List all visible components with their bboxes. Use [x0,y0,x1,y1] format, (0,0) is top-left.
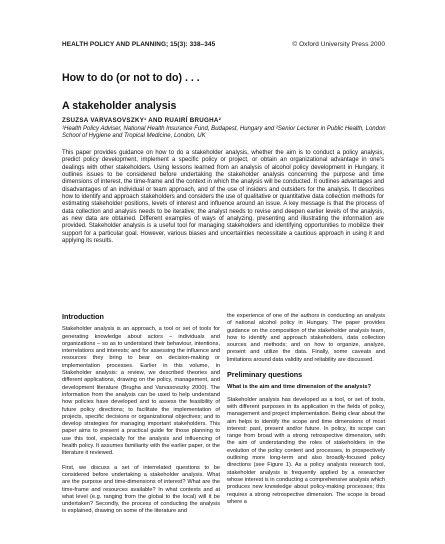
section-heading-preliminary: Preliminary questions [227,370,303,380]
series-title: How to do (or not to do) . . . [62,72,200,84]
copyright-notice: © Oxford University Press 2000 [292,41,385,48]
author-list: ZSUZSA VARVASOVSZKY¹ AND RUAIRÍ BRUGHA² [62,117,222,124]
right-column [227,313,385,513]
left-column [62,313,220,523]
subsection-heading: What is the aim and time dimension of the analysis? [227,384,371,391]
abstract: This paper provides guidance on how to do a stakeholder analysis, whether the aim is to conduct a policy analysis, predict policy development, implement a specific policy or project, or obtain an organizational advantage in one's dealings with other stakeholders. Using lessons learned from an analysis of alcohol policy development in Hungary, it outlines issues to be considered before undertaking the stakeholder analysis concerning the purpose and time dimensions of interest, the time-frame and the context in which the analysis will be conducted. It outlines advantages and disadvantages of an individual or team approach, and of the use of insiders and outsiders for the analysis. It describes how to identify and approach stakeholders and considers the use of qualitative or quantitative data collection methods for estimating stakeholder positions, levels of interest and influence around an issue. A key message is that the process of data collection and analysis needs to be iterative; the analyst needs to revise and deepen earlier levels of the analysis, as new data are obtained. Different examples of ways of analyzing, presenting and illustrating the information are provided. Stakeholder analysis is a useful tool for managing stakeholders and identifying opportunities to mobilize their support for a particular goal. However, various biases and uncertainties necessitate a cautious approach in using it and applying its results. [62,150,384,245]
article-title: A stakeholder analysis [62,100,177,112]
body-paragraph: the experience of one of the authors in conducting an analysis of national alcohol policy in Hungary. The paper provides guidance on the composition of the stakeholder analysis team, how to identify and approach stakeholders, data collection sources and methods; and on how to organize, analyze, present and utilize the data. Finally, some caveats and limitations around data validity and reliability are discussed. [227,313,385,363]
body-paragraph: Stakeholder analysis is an approach, a tool or set of tools for generating knowledge about actors – individuals and organizations – so as to understand their behaviour, intentions, interrelations and interests; and for assessing the influence and resources they bring to bear on decision-making or implementation processes. Earlier in this volume, in Stakeholder analysis: a review, we described theories and different applications, drawing on the policy, management, and development literature (Brugha and Varvasovszky 2000). The information from the analysis can be used to help understand how policies have developed and to assess the feasibility of future policy directions; to facilitate the implementation of projects, specific decisions or organizational objectives; and to develop strategies for managing important stakeholders. This paper aims to present a practical guide for those planning to use this tool, especially for the analysis and influencing of health policy. It assumes familiarity with the earlier paper, or the literature it reviewed. [62,326,220,457]
body-paragraph: First, we discuss a set of interrelated questions to be considered before undertaking a stakeholder analysis. What are the purpose and time-dimensions of interest? What are the time-frame and resources available? In what contexts and at what level (e.g. ranging from the global to the local) will it be undertaken? Secondly, the process of conducting the analysis is explained, drawing on some of the literature and [62,464,220,515]
journal-citation: HEALTH POLICY AND PLANNING; 15(3): 338–345 [62,41,216,48]
body-paragraph: Stakeholder analysis has developed as a tool, or set of tools, with different purposes in its application in the fields of policy, management and project implementation. Being clear about the aim helps to identify the scope and time dimensions of most interest: past, present and/or future. In policy, its scope can range from broad with a strong retrospective dimension, with the aim of understanding the roles of stakeholders in the evolution of the policy content and processes, to prospectively outlining more long-term and also broadly-focused policy directions (see Figure 1). As a policy analysis research tool, stakeholder analysis is frequently applied by a researcher whose interest is in conducting a comprehensive analysis which produces new knowledge about policy-making processes; this requires a strong retrospective dimension. The scope is broad where a [227,396,385,505]
running-header [62,41,385,51]
section-heading-introduction: Introduction [62,312,104,321]
author-affiliation: ¹Health Policy Adviser, National Health Insurance Fund, Budapest, Hungary and ²Senior Lecturer in Public Health, London School of Hygiene and Tropical Medicine, London, UK [62,126,386,140]
